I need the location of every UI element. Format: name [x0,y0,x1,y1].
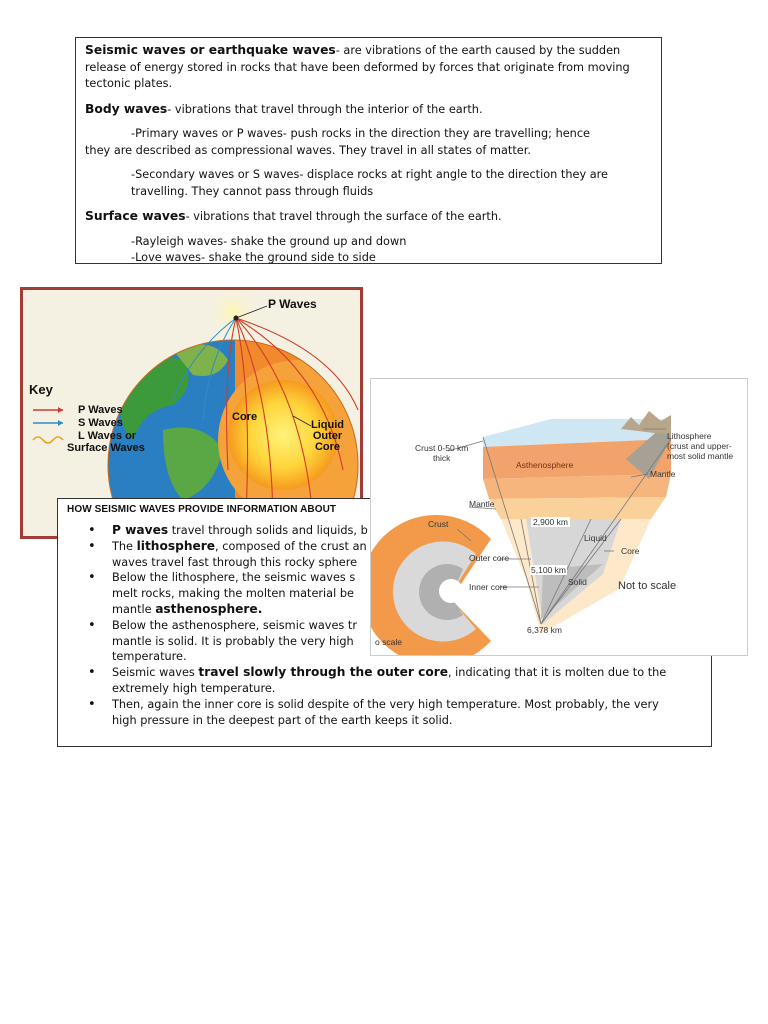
key-s-waves: S Waves [78,417,123,429]
primary-waves-line2: they are described as compressional waves. They travel in all states of matter. [85,143,531,157]
solid-label: Solid [568,577,587,587]
mantle-right-label: Mantle [650,469,676,479]
list-item: • The lithosphere, composed of the crust an waves travel fast through this rocky sphere [88,539,703,571]
surface-waves-heading: Surface waves [85,209,186,223]
earth-layers-figure [370,378,748,656]
core-label: Core [232,411,258,423]
core-right-label: Core [621,546,640,556]
seismic-waves-heading: Seismic waves or earthquake waves [85,43,336,57]
earth-wedge [483,411,671,634]
depth-6378-label: 6,378 km [527,625,562,635]
liquid-outer-core-label: Liquid Outer Core [311,419,344,453]
depth-2900-label: 2,900 km [533,517,568,527]
body-waves-heading: Body waves [85,101,168,116]
key-surface-waves: Surface Waves [67,442,145,454]
legend-key [23,380,163,455]
definitions-box [75,37,662,264]
liquid-label: Liquid [584,533,607,543]
not-to-scale-label: Not to scale [618,580,677,592]
list-item: • Then, again the inner core is solid despite of the very high temperature. Most probably, the very high pressure in the deepest part of the earth keeps it solid. [88,697,703,729]
list-item: • Seismic waves travel slowly through the outer core, indicating that it is molten due to the extremely high temperature. [88,665,703,697]
seismic-waves-paragraph [85,42,652,93]
secondary-waves-paragraph: -Secondary waves or S waves- displace rocks at right angle to the direction they are travelling. They cannot pass through fluids [131,168,609,198]
mantle-left-label: Mantle [469,499,495,509]
primary-waves-line1: -Primary waves or P waves- push rocks in the direction they are travelling; hence [131,127,591,140]
list-item: • Below the asthenosphere, seismic waves tr mantle is solid. It is probably the very high temperature. [88,618,703,665]
key-p-waves: P Waves [78,404,123,416]
outer-core-label: Outer core [469,553,510,563]
seismic-waves-text: - are vibrations of the earth caused by the sudden release of energy stored in rocks that have been deformed by forces that originate from moving tectonic plates. [85,44,630,90]
list-item: • P waves travel through solids and liquids, b [88,523,703,539]
asthenosphere-label: Asthenosphere [516,460,574,470]
body-waves-paragraph [85,101,652,119]
list-item: • Below the lithosphere, the seismic waves s melt rocks, making the molten material be mantle asthenosphere. [88,570,703,617]
info-box-title: HOW SEISMIC WAVES PROVIDE INFORMATION ABOUT [67,504,337,515]
key-l-waves: L Waves or [78,430,137,442]
body-waves-text: - vibrations that travel through the interior of the earth. [167,102,483,116]
p-waves-label: P Waves [268,297,317,311]
surface-waves-paragraph [85,208,652,226]
to-scale-cut-label: o scale [375,637,402,647]
inner-core-label: Inner core [469,582,508,592]
lithosphere-label: Lithosphere (crust and upper- most solid mantle [667,431,734,461]
rayleigh-waves-line: -Rayleigh waves- shake the ground up and down [131,234,407,248]
love-waves-line: -Love waves- shake the ground side to side [131,251,376,264]
crust-thickness-label: Crust 0-50 km thick [415,443,469,463]
surface-waves-text: - vibrations that travel through the surface of the earth. [185,210,502,223]
key-title: Key [29,382,53,397]
crust-label: Crust [428,519,449,529]
depth-5100-label: 5,100 km [531,565,566,575]
